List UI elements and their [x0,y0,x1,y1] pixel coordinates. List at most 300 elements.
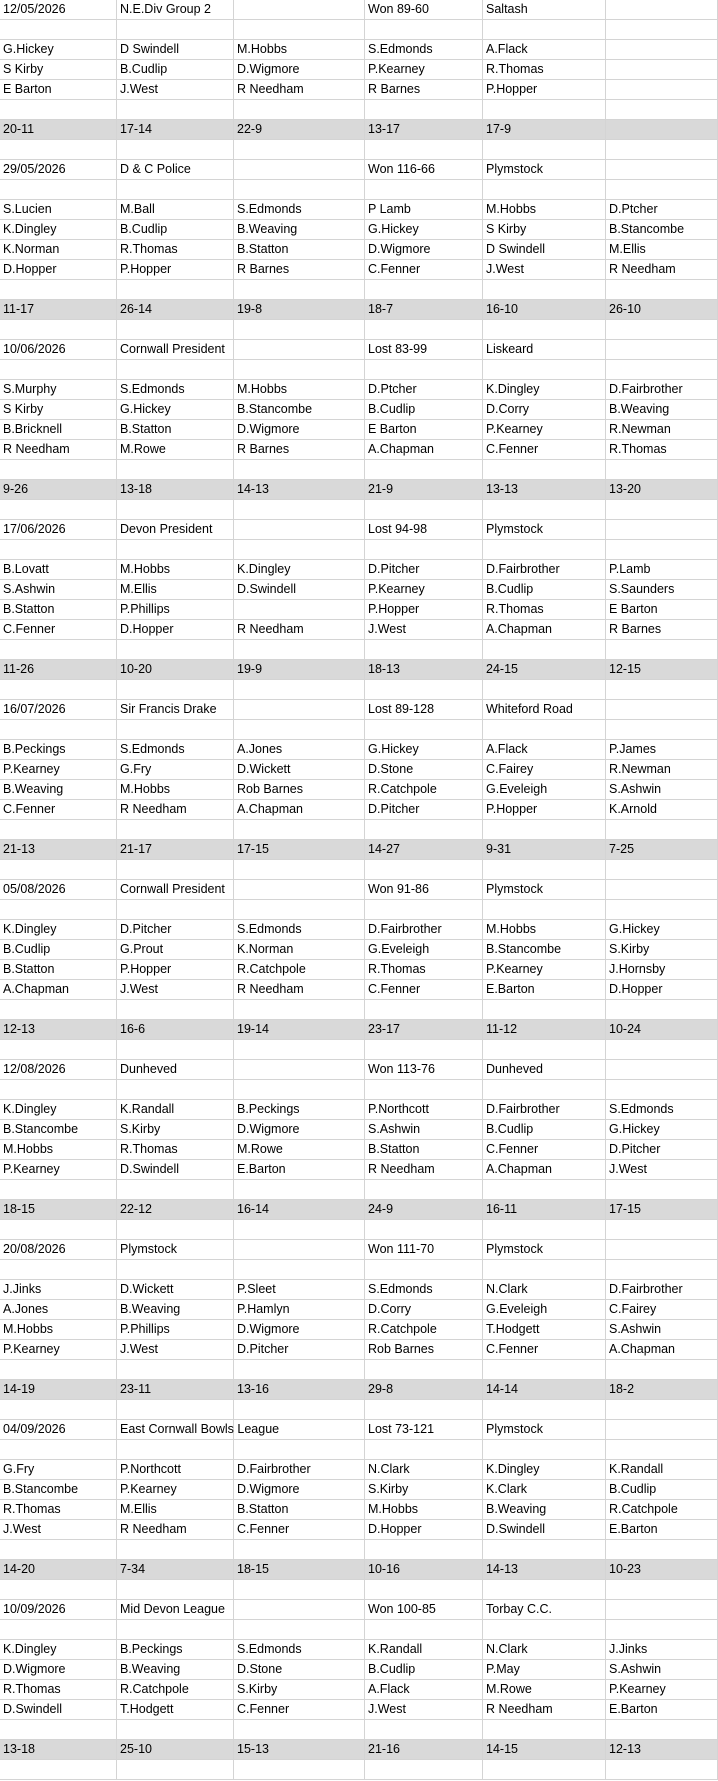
player-cell[interactable]: S.Edmonds [365,40,483,60]
player-cell[interactable]: G.Hickey [365,220,483,240]
player-cell[interactable]: M.Hobbs [0,1140,117,1160]
player-cell[interactable]: P.Kearney [365,580,483,600]
player-cell[interactable]: B.Statton [0,960,117,980]
player-cell[interactable]: G.Fry [0,1460,117,1480]
blank-cell[interactable] [234,1760,365,1780]
blank-cell[interactable] [365,1440,483,1460]
player-cell[interactable]: D.Stone [365,760,483,780]
player-cell[interactable]: S Kirby [0,400,117,420]
score-cell[interactable]: 10-20 [117,660,234,680]
header-cell[interactable]: Won 91-86 [365,880,483,900]
header-cell[interactable]: Plymstock [483,160,606,180]
blank-cell[interactable] [0,900,117,920]
score-cell[interactable]: 26-14 [117,300,234,320]
blank-cell[interactable] [606,720,718,740]
player-cell[interactable]: P.Kearney [483,960,606,980]
blank-cell[interactable] [483,1180,606,1200]
player-cell[interactable]: S.Kirby [234,1680,365,1700]
player-cell[interactable]: M.Hobbs [483,200,606,220]
blank-cell[interactable] [483,180,606,200]
header-cell[interactable] [234,160,365,180]
player-cell[interactable]: P.Phillips [117,600,234,620]
header-cell[interactable]: 20/08/2026 [0,1240,117,1260]
blank-cell[interactable] [365,1540,483,1560]
blank-cell[interactable] [117,360,234,380]
blank-cell[interactable] [606,1360,718,1380]
blank-cell[interactable] [0,820,117,840]
player-cell[interactable]: B.Statton [365,1140,483,1160]
blank-cell[interactable] [483,360,606,380]
blank-cell[interactable] [365,540,483,560]
player-cell[interactable]: G.Prout [117,940,234,960]
blank-cell[interactable] [606,1400,718,1420]
score-cell[interactable]: 18-15 [234,1560,365,1580]
blank-cell[interactable] [365,1720,483,1740]
player-cell[interactable]: B.Bricknell [0,420,117,440]
player-cell[interactable]: M.Hobbs [117,780,234,800]
blank-cell[interactable] [606,1760,718,1780]
blank-cell[interactable] [606,820,718,840]
blank-cell[interactable] [365,320,483,340]
header-cell[interactable] [606,1420,718,1440]
header-cell[interactable]: Plymstock [483,520,606,540]
blank-cell[interactable] [365,100,483,120]
blank-cell[interactable] [483,1620,606,1640]
blank-cell[interactable] [0,1080,117,1100]
blank-cell[interactable] [606,1220,718,1240]
player-cell[interactable]: C.Fenner [483,1140,606,1160]
header-cell[interactable]: Lost 89-128 [365,700,483,720]
blank-cell[interactable] [606,140,718,160]
header-cell[interactable] [606,340,718,360]
header-cell[interactable]: D & C Police [117,160,234,180]
player-cell[interactable]: A.Jones [0,1300,117,1320]
player-cell[interactable]: D.Wickett [117,1280,234,1300]
header-cell[interactable]: 05/08/2026 [0,880,117,900]
blank-cell[interactable] [117,1080,234,1100]
player-cell[interactable]: B.Cudlip [0,940,117,960]
blank-cell[interactable] [234,360,365,380]
player-cell[interactable]: P.Phillips [117,1320,234,1340]
header-cell[interactable]: Torbay C.C. [483,1600,606,1620]
player-cell[interactable]: C.Fenner [365,260,483,280]
blank-cell[interactable] [0,1580,117,1600]
player-cell[interactable]: C.Fenner [0,800,117,820]
player-cell[interactable]: S.Murphy [0,380,117,400]
score-cell[interactable]: 15-13 [234,1740,365,1760]
player-cell[interactable]: K.Arnold [606,800,718,820]
player-cell[interactable]: R Needham [234,620,365,640]
player-cell[interactable]: P.Kearney [365,60,483,80]
player-cell[interactable]: D.Hopper [365,1520,483,1540]
player-cell[interactable]: M.Ellis [117,580,234,600]
player-cell[interactable]: A.Flack [483,740,606,760]
blank-cell[interactable] [606,20,718,40]
header-cell[interactable] [234,1420,365,1440]
player-cell[interactable]: E.Barton [606,1700,718,1720]
player-cell[interactable]: R Barnes [234,260,365,280]
player-cell[interactable]: R.Thomas [117,1140,234,1160]
player-cell[interactable]: D.Wigmore [234,1320,365,1340]
blank-cell[interactable] [606,360,718,380]
score-cell[interactable]: 13-18 [117,480,234,500]
blank-cell[interactable] [0,860,117,880]
player-cell[interactable]: P.Kearney [0,760,117,780]
player-cell[interactable]: G.Eveleigh [365,940,483,960]
blank-cell[interactable] [117,1720,234,1740]
blank-cell[interactable] [234,1580,365,1600]
player-cell[interactable]: E.Barton [483,980,606,1000]
blank-cell[interactable] [0,1260,117,1280]
player-cell[interactable]: J.West [117,980,234,1000]
player-cell[interactable]: P.Lamb [606,560,718,580]
player-cell[interactable]: J.West [117,80,234,100]
player-cell[interactable]: E Barton [606,600,718,620]
player-cell[interactable]: P.Hamlyn [234,1300,365,1320]
player-cell[interactable]: S.Kirby [117,1120,234,1140]
player-cell[interactable]: A.Chapman [606,1340,718,1360]
player-cell[interactable]: S.Ashwin [365,1120,483,1140]
score-cell[interactable]: 17-15 [234,840,365,860]
blank-cell[interactable] [234,540,365,560]
blank-cell[interactable] [234,820,365,840]
player-cell[interactable]: K.Randall [117,1100,234,1120]
player-cell[interactable]: G.Hickey [117,400,234,420]
player-cell[interactable]: K.Norman [0,240,117,260]
blank-cell[interactable] [365,680,483,700]
blank-cell[interactable] [483,680,606,700]
player-cell[interactable]: K.Norman [234,940,365,960]
player-cell[interactable]: B.Cudlip [365,1660,483,1680]
player-cell[interactable]: R Barnes [365,80,483,100]
header-cell[interactable] [606,1240,718,1260]
player-cell[interactable]: D.Wigmore [0,1660,117,1680]
player-cell[interactable]: R Needham [0,440,117,460]
player-cell[interactable]: D.Fairbrother [365,920,483,940]
player-cell[interactable]: P.Hopper [117,260,234,280]
player-cell[interactable]: R.Thomas [483,60,606,80]
blank-cell[interactable] [234,900,365,920]
player-cell[interactable]: R Needham [234,980,365,1000]
header-cell[interactable] [606,160,718,180]
score-cell[interactable]: 23-17 [365,1020,483,1040]
blank-cell[interactable] [483,1580,606,1600]
score-cell[interactable]: 9-31 [483,840,606,860]
header-cell[interactable]: Lost 73-121 [365,1420,483,1440]
blank-cell[interactable] [606,860,718,880]
player-cell[interactable]: P.Northcott [365,1100,483,1120]
header-cell[interactable] [234,1240,365,1260]
player-cell[interactable]: P.May [483,1660,606,1680]
blank-cell[interactable] [234,1360,365,1380]
blank-cell[interactable] [606,1000,718,1020]
player-cell[interactable]: D.Hopper [117,620,234,640]
header-cell[interactable] [234,880,365,900]
header-cell[interactable]: 12/08/2026 [0,1060,117,1080]
player-cell[interactable]: R.Newman [606,420,718,440]
player-cell[interactable]: D.Fairbrother [483,560,606,580]
player-cell[interactable] [234,600,365,620]
score-cell[interactable]: 11-12 [483,1020,606,1040]
header-cell[interactable] [234,340,365,360]
player-cell[interactable]: D.Pitcher [365,800,483,820]
score-cell[interactable]: 16-10 [483,300,606,320]
player-cell[interactable]: B.Cudlip [483,580,606,600]
player-cell[interactable]: J.Jinks [0,1280,117,1300]
player-cell[interactable]: D.Fairbrother [606,380,718,400]
header-cell[interactable]: Lost 94-98 [365,520,483,540]
blank-cell[interactable] [606,1040,718,1060]
player-cell[interactable]: D.Pitcher [365,560,483,580]
blank-cell[interactable] [606,1260,718,1280]
score-cell[interactable]: 29-8 [365,1380,483,1400]
blank-cell[interactable] [0,1540,117,1560]
player-cell[interactable]: B.Weaving [117,1660,234,1680]
blank-cell[interactable] [483,720,606,740]
blank-cell[interactable] [0,1220,117,1240]
player-cell[interactable]: R Needham [234,80,365,100]
header-cell[interactable]: Cornwall President [117,340,234,360]
blank-cell[interactable] [0,640,117,660]
player-cell[interactable]: D.Fairbrother [234,1460,365,1480]
blank-cell[interactable] [483,1440,606,1460]
blank-cell[interactable] [483,1220,606,1240]
player-cell[interactable]: R.Thomas [483,600,606,620]
player-cell[interactable]: K.Dingley [234,560,365,580]
player-cell[interactable]: M.Hobbs [483,920,606,940]
blank-cell[interactable] [234,1620,365,1640]
blank-cell[interactable] [483,100,606,120]
blank-cell[interactable] [0,720,117,740]
score-cell[interactable]: 18-7 [365,300,483,320]
score-cell[interactable]: 17-9 [483,120,606,140]
player-cell[interactable]: B.Cudlip [117,220,234,240]
blank-cell[interactable] [117,540,234,560]
blank-cell[interactable] [234,1080,365,1100]
player-cell[interactable]: P.James [606,740,718,760]
player-cell[interactable]: S.Edmonds [117,740,234,760]
header-cell[interactable] [606,1060,718,1080]
blank-cell[interactable] [117,1440,234,1460]
header-cell[interactable]: Won 89-60 [365,0,483,20]
header-cell[interactable]: Lost 83-99 [365,340,483,360]
blank-cell[interactable] [606,1540,718,1560]
header-cell[interactable]: East Cornwall Bowls League [117,1420,234,1440]
player-cell[interactable]: E Barton [365,420,483,440]
blank-cell[interactable] [117,1260,234,1280]
player-cell[interactable]: K.Dingley [0,1100,117,1120]
blank-cell[interactable] [365,1620,483,1640]
player-cell[interactable]: S.Edmonds [606,1100,718,1120]
player-cell[interactable]: K.Randall [606,1460,718,1480]
player-cell[interactable]: J.Jinks [606,1640,718,1660]
header-cell[interactable] [606,1600,718,1620]
player-cell[interactable]: C.Fenner [234,1700,365,1720]
header-cell[interactable]: Dunheved [483,1060,606,1080]
player-cell[interactable]: M.Hobbs [234,380,365,400]
player-cell[interactable]: R.Catchpole [365,780,483,800]
player-cell[interactable]: K.Dingley [0,920,117,940]
blank-cell[interactable] [117,100,234,120]
header-cell[interactable] [234,700,365,720]
blank-cell[interactable] [0,500,117,520]
blank-cell[interactable] [0,320,117,340]
player-cell[interactable]: B.Weaving [234,220,365,240]
score-cell[interactable]: 14-19 [0,1380,117,1400]
blank-cell[interactable] [606,460,718,480]
blank-cell[interactable] [365,180,483,200]
blank-cell[interactable] [117,1360,234,1380]
blank-cell[interactable] [365,140,483,160]
player-cell[interactable]: R.Catchpole [117,1680,234,1700]
score-cell[interactable]: 14-13 [483,1560,606,1580]
score-cell[interactable]: 10-24 [606,1020,718,1040]
blank-cell[interactable] [365,640,483,660]
player-cell[interactable]: J.West [606,1160,718,1180]
header-cell[interactable]: 17/06/2026 [0,520,117,540]
player-cell[interactable]: S.Edmonds [117,380,234,400]
player-cell[interactable]: A.Chapman [483,1160,606,1180]
blank-cell[interactable] [0,1040,117,1060]
player-cell[interactable]: E.Barton [234,1160,365,1180]
header-cell[interactable] [606,880,718,900]
header-cell[interactable]: Dunheved [117,1060,234,1080]
blank-cell[interactable] [234,1040,365,1060]
player-cell[interactable]: A.Chapman [0,980,117,1000]
player-cell[interactable]: G.Hickey [0,40,117,60]
player-cell[interactable]: R Needham [606,260,718,280]
player-cell[interactable]: D.Wigmore [234,60,365,80]
blank-cell[interactable] [483,20,606,40]
blank-cell[interactable] [606,680,718,700]
blank-cell[interactable] [234,320,365,340]
header-cell[interactable] [234,0,365,20]
player-cell[interactable]: D.Hopper [606,980,718,1000]
score-cell[interactable]: 12-15 [606,660,718,680]
score-cell[interactable]: 16-14 [234,1200,365,1220]
player-cell[interactable]: C.Fenner [483,1340,606,1360]
header-cell[interactable]: Liskeard [483,340,606,360]
player-cell[interactable]: D.Pitcher [606,1140,718,1160]
blank-cell[interactable] [483,1540,606,1560]
player-cell[interactable]: B.Weaving [606,400,718,420]
blank-cell[interactable] [234,1400,365,1420]
header-cell[interactable]: Won 100-85 [365,1600,483,1620]
blank-cell[interactable] [606,100,718,120]
blank-cell[interactable] [483,280,606,300]
score-cell[interactable]: 24-15 [483,660,606,680]
blank-cell[interactable] [365,1400,483,1420]
blank-cell[interactable] [365,280,483,300]
score-cell[interactable]: 14-27 [365,840,483,860]
blank-cell[interactable] [234,1220,365,1240]
score-cell[interactable]: 24-9 [365,1200,483,1220]
player-cell[interactable]: D.Hopper [0,260,117,280]
player-cell[interactable]: B.Peckings [234,1100,365,1120]
player-cell[interactable]: G.Fry [117,760,234,780]
player-cell[interactable]: M.Rowe [234,1140,365,1160]
blank-cell[interactable] [0,1180,117,1200]
blank-cell[interactable] [117,140,234,160]
score-cell[interactable]: 7-25 [606,840,718,860]
player-cell[interactable]: C.Fenner [365,980,483,1000]
blank-cell[interactable] [234,460,365,480]
player-cell[interactable]: D.Corry [365,1300,483,1320]
blank-cell[interactable] [0,360,117,380]
player-cell[interactable]: S.Edmonds [365,1280,483,1300]
score-cell[interactable]: 7-34 [117,1560,234,1580]
blank-cell[interactable] [365,720,483,740]
blank-cell[interactable] [0,20,117,40]
player-cell[interactable]: B.Weaving [0,780,117,800]
blank-cell[interactable] [234,180,365,200]
blank-cell[interactable] [0,1440,117,1460]
blank-cell[interactable] [117,280,234,300]
player-cell[interactable]: J.West [0,1520,117,1540]
score-cell[interactable]: 10-16 [365,1560,483,1580]
score-cell[interactable]: 25-10 [117,1740,234,1760]
blank-cell[interactable] [606,1620,718,1640]
blank-cell[interactable] [365,1080,483,1100]
player-cell[interactable]: B.Stancombe [606,220,718,240]
player-cell[interactable]: D.Ptcher [606,200,718,220]
blank-cell[interactable] [0,540,117,560]
blank-cell[interactable] [483,460,606,480]
blank-cell[interactable] [365,460,483,480]
blank-cell[interactable] [606,1180,718,1200]
player-cell[interactable]: P Lamb [365,200,483,220]
player-cell[interactable]: B.Weaving [117,1300,234,1320]
header-cell[interactable]: 12/05/2026 [0,0,117,20]
blank-cell[interactable] [234,1540,365,1560]
player-cell[interactable]: P.Sleet [234,1280,365,1300]
blank-cell[interactable] [483,1720,606,1740]
blank-cell[interactable] [117,1180,234,1200]
player-cell[interactable]: B.Weaving [483,1500,606,1520]
player-cell[interactable]: G.Hickey [606,920,718,940]
player-cell[interactable]: B.Cudlip [606,1480,718,1500]
player-cell[interactable]: D.Swindell [234,580,365,600]
header-cell[interactable] [234,1060,365,1080]
score-cell[interactable]: 13-17 [365,120,483,140]
score-cell[interactable]: 21-17 [117,840,234,860]
score-cell[interactable]: 14-15 [483,1740,606,1760]
player-cell[interactable]: S.Lucien [0,200,117,220]
player-cell[interactable]: D.Stone [234,1660,365,1680]
player-cell[interactable]: M.Rowe [117,440,234,460]
blank-cell[interactable] [483,540,606,560]
score-cell[interactable]: 20-11 [0,120,117,140]
blank-cell[interactable] [117,860,234,880]
score-cell[interactable]: 17-14 [117,120,234,140]
player-cell[interactable] [606,80,718,100]
player-cell[interactable]: B.Stancombe [0,1480,117,1500]
score-cell[interactable] [606,120,718,140]
player-cell[interactable]: D.Fairbrother [483,1100,606,1120]
player-cell[interactable]: A.Chapman [483,620,606,640]
blank-cell[interactable] [483,1260,606,1280]
blank-cell[interactable] [365,1040,483,1060]
header-cell[interactable] [606,0,718,20]
blank-cell[interactable] [234,280,365,300]
player-cell[interactable]: B.Cudlip [117,60,234,80]
score-cell[interactable]: 19-9 [234,660,365,680]
blank-cell[interactable] [483,320,606,340]
player-cell[interactable]: D.Pitcher [234,1340,365,1360]
blank-cell[interactable] [365,860,483,880]
blank-cell[interactable] [606,1580,718,1600]
player-cell[interactable]: Rob Barnes [365,1340,483,1360]
